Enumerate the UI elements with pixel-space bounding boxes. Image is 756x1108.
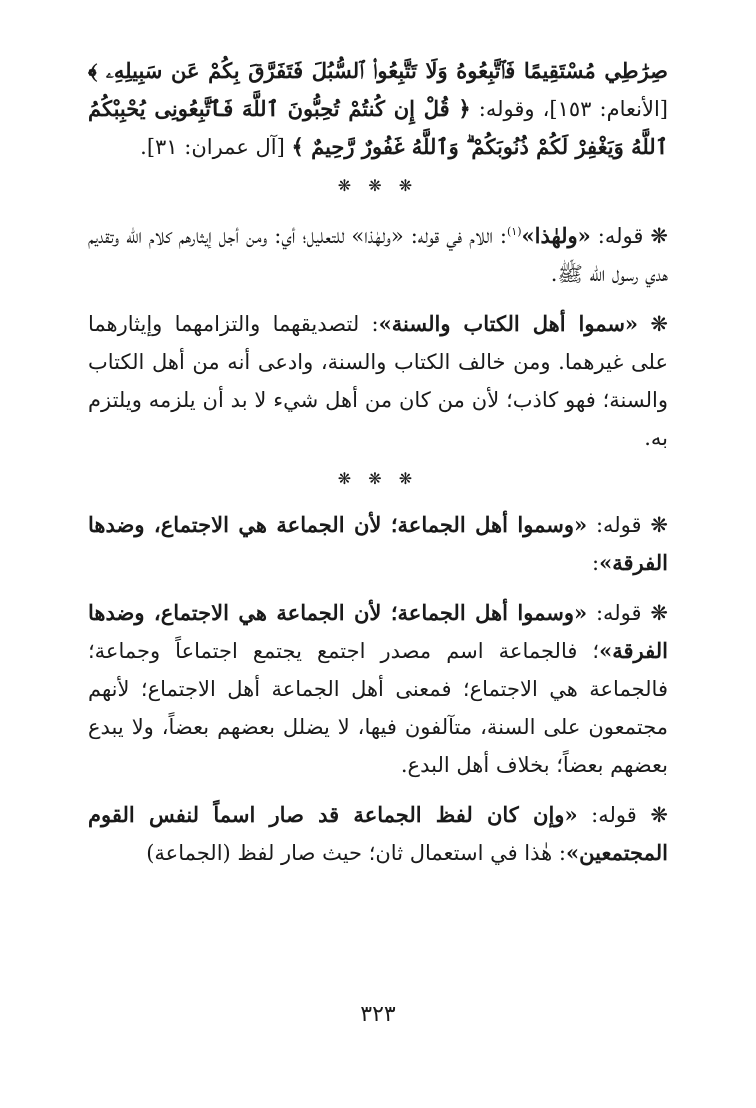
paragraph-lead: ❋ (638, 312, 668, 336)
quoted-phrase: «ولهٰذا» (521, 223, 591, 248)
paragraph (88, 305, 668, 457)
quoted-phrase: «سموا أهل الكتاب والسنة» (378, 311, 639, 336)
footnote-marker: (١) (506, 225, 522, 238)
section-separator: ❋ ❋ ❋ (337, 176, 419, 195)
paragraph-lead: ❋ قوله: (587, 601, 668, 625)
page-body (88, 52, 668, 884)
paragraph-text: : هٰذا في استعمال ثان؛ حيث صار لفظ (الجماعة) (146, 841, 566, 865)
section-separator: ❋ ❋ ❋ (337, 469, 419, 488)
paragraph (88, 796, 668, 872)
quoted-phrase: «وسموا أهل الجماعة؛ لأن الجماعة هي الاجتماع، وضدها الفرقة» (88, 512, 668, 575)
paragraph (88, 594, 668, 784)
verse-reference: [آل عمران: ٣١]. (140, 135, 285, 159)
paragraph-text: ؛ فالجماعة اسم مصدر اجتمع يجتمع اجتماعاً وجماعة؛ فالجماعة هي الاجتماع؛ فمعنى أهل الجماعة أهل الاجتماع؛ لأنهم مجتمعون على السنة، متآلفون فيها، لا يضلل بعضهم بعضاً، ولا يبدع بعضهم بعضاً؛ بخلاف أهل البدع. (88, 639, 668, 777)
paragraph-text: : (592, 551, 600, 575)
quoted-phrase: «وإن كان لفظ الجماعة قد صار اسماً لنفس القوم المجتمعين» (88, 802, 668, 865)
quran-verse-block (88, 52, 668, 166)
paragraph-lead: ❋ قوله: (590, 224, 668, 248)
paragraph (88, 213, 668, 293)
quran-verse: ﴿ قُلْ إِن كُنتُمْ تُحِبُّونَ ٱللَّهَ فَٱتَّبِعُونِى يُحْبِبْكُمُ ٱللَّهُ وَيَغْفِرْ لَكُمْ ذُنُوبَكُمْ ۗ وَٱللَّهُ غَفُورٌ رَّحِيمٌ ﴾ (88, 96, 668, 159)
verse-reference: [الأنعام: ١٥٣]، وقوله: (470, 97, 668, 121)
paragraph-text: : لتصديقهما والتزامهما وإيثارهما على غيرهما. ومن خالف الكتاب والسنة، وادعى أنه من أهل الكتاب والسنة؛ فهو كاذب؛ لأن من كان من أهل شيء لا بد أن يلزمه ويلتزم به. (88, 312, 668, 450)
paragraph-lead: ❋ قوله: (587, 513, 668, 537)
paragraph-text: : اللام في قوله: «ولهٰذا» للتعليل؛ أي: ومن أجل إيثارهم كلام الله وتقديم هدي رسول الله ﷺ. (88, 224, 668, 286)
quoted-phrase: «وسموا أهل الجماعة؛ لأن الجماعة هي الاجتماع، وضدها الفرقة» (88, 600, 668, 663)
page-number: ٣٢٣ (360, 1002, 396, 1027)
quran-verse: صِرَٰطِي مُسْتَقِيمًا فَٱتَّبِعُوهُ وَلَا تَتَّبِعُوا۟ ٱلسُّبُلَ فَتَفَرَّقَ بِكُمْ عَن سَبِيلِهِۦ ﴾ (88, 58, 668, 83)
paragraph (88, 506, 668, 582)
paragraph-lead: ❋ قوله: (577, 803, 669, 827)
